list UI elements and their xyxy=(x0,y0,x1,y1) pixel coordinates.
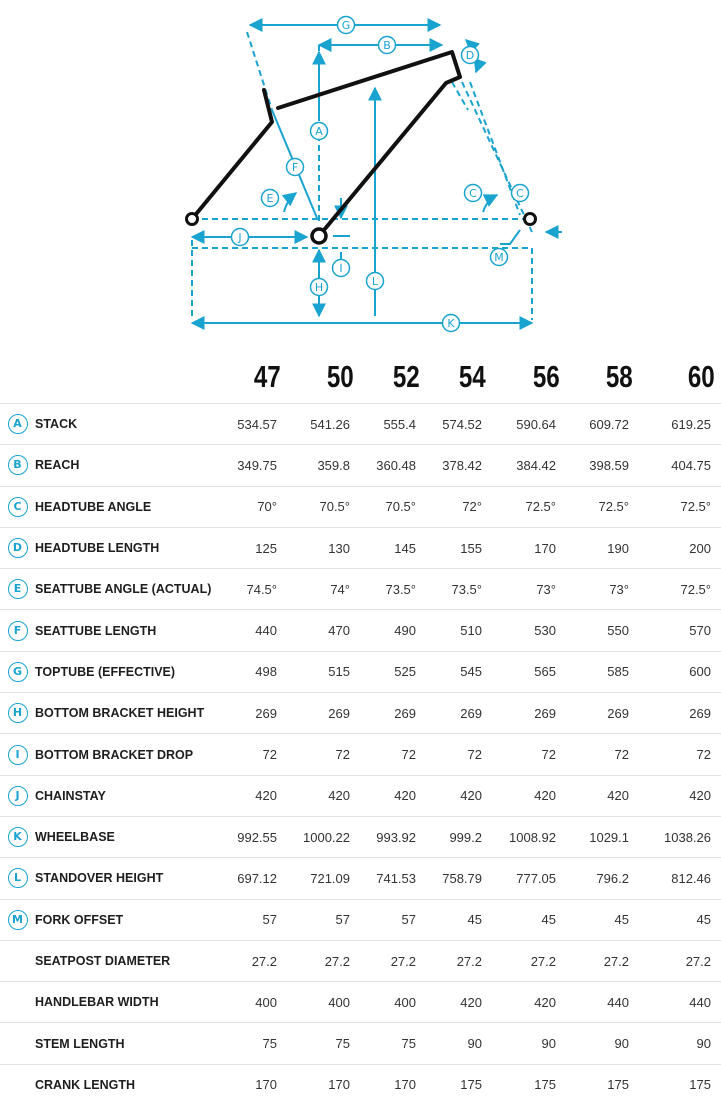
measurement-value: 90 xyxy=(426,1023,492,1064)
measurement-value: 190 xyxy=(566,527,639,568)
measurement-value: 73.5° xyxy=(426,569,492,610)
measurement-value: 1029.1 xyxy=(566,816,639,857)
dimension-letter-badge: D xyxy=(8,538,28,558)
measurement-value: 269 xyxy=(287,693,360,734)
diagram-letter: L xyxy=(371,275,379,288)
measurement-value: 400 xyxy=(360,982,426,1023)
measurement-value: 70.5° xyxy=(287,486,360,527)
measurement-value: 57 xyxy=(287,899,360,940)
table-row xyxy=(0,734,721,775)
measurement-value: 125 xyxy=(230,527,287,568)
measurement-value: 398.59 xyxy=(566,445,639,486)
measurement-value: 555.4 xyxy=(360,404,426,445)
measurement-value: 72° xyxy=(426,486,492,527)
measurement-value: 27.2 xyxy=(639,940,721,981)
measurement-value: 75 xyxy=(287,1023,360,1064)
leader-m xyxy=(500,230,520,244)
measurement-value: 70.5° xyxy=(360,486,426,527)
angle-c xyxy=(483,195,497,212)
table-row xyxy=(0,858,721,899)
measurement-value: 440 xyxy=(566,982,639,1023)
measurement-value: 992.55 xyxy=(230,816,287,857)
measurement-value: 72 xyxy=(566,734,639,775)
measurement-value: 170 xyxy=(492,527,566,568)
measurement-value: 72 xyxy=(492,734,566,775)
measurement-value: 73° xyxy=(566,569,639,610)
diagram-letter: I xyxy=(339,262,343,275)
table-row xyxy=(0,899,721,940)
measurement-value: 72.5° xyxy=(492,486,566,527)
measurement-value: 27.2 xyxy=(287,940,360,981)
measurement-value: 812.46 xyxy=(639,858,721,899)
measurement-value: 420 xyxy=(426,775,492,816)
measurement-value: 130 xyxy=(287,527,360,568)
measurement-label: CRANK LENGTH xyxy=(35,1064,230,1105)
measurement-value: 758.79 xyxy=(426,858,492,899)
measurement-value: 269 xyxy=(566,693,639,734)
table-row xyxy=(0,940,721,981)
dimension-letter-badge: B xyxy=(8,455,28,475)
measurement-value: 585 xyxy=(566,651,639,692)
table-row xyxy=(0,569,721,610)
measurement-value: 534.57 xyxy=(230,404,287,445)
measurement-label: SEATTUBE ANGLE (ACTUAL) xyxy=(35,569,230,610)
measurement-value: 90 xyxy=(492,1023,566,1064)
measurement-label: BOTTOM BRACKET HEIGHT xyxy=(35,693,230,734)
measurement-value: 545 xyxy=(426,651,492,692)
diagram-letters xyxy=(232,17,529,332)
measurement-value: 75 xyxy=(360,1023,426,1064)
table-row xyxy=(0,404,721,445)
measurement-value: 400 xyxy=(230,982,287,1023)
dimension-letter-badge: M xyxy=(8,910,28,930)
measurement-value: 200 xyxy=(639,527,721,568)
measurement-value: 27.2 xyxy=(492,940,566,981)
measurement-value: 498 xyxy=(230,651,287,692)
rear-axle xyxy=(187,214,198,225)
measurement-value: 175 xyxy=(426,1064,492,1105)
diagram-letter: C xyxy=(469,187,477,200)
diagram-letter: D xyxy=(465,49,475,62)
measurement-value: 349.75 xyxy=(230,445,287,486)
measurement-label: HANDLEBAR WIDTH xyxy=(35,982,230,1023)
measurement-label: HEADTUBE ANGLE xyxy=(35,486,230,527)
measurement-value: 550 xyxy=(566,610,639,651)
measurement-value: 420 xyxy=(426,982,492,1023)
measurement-value: 72.5° xyxy=(566,486,639,527)
measurement-value: 1038.26 xyxy=(639,816,721,857)
dimension-letter-badge: L xyxy=(8,868,28,888)
measurement-value: 175 xyxy=(566,1064,639,1105)
bike-frame xyxy=(192,52,460,236)
measurement-label: STACK xyxy=(35,404,230,445)
measurement-label: HEADTUBE LENGTH xyxy=(35,527,230,568)
measurement-label: REACH xyxy=(35,445,230,486)
table-row xyxy=(0,1064,721,1105)
measurement-value: 74.5° xyxy=(230,569,287,610)
measurement-value: 155 xyxy=(426,527,492,568)
dimension-letter-badge: H xyxy=(8,703,28,723)
measurement-value: 440 xyxy=(639,982,721,1023)
measurement-value: 175 xyxy=(639,1064,721,1105)
measurement-value: 470 xyxy=(287,610,360,651)
measurement-value: 57 xyxy=(230,899,287,940)
measurement-value: 90 xyxy=(566,1023,639,1064)
measurement-value: 170 xyxy=(230,1064,287,1105)
measurement-value: 1008.92 xyxy=(492,816,566,857)
table-row xyxy=(0,527,721,568)
measurement-value: 90 xyxy=(639,1023,721,1064)
measurement-value: 45 xyxy=(566,899,639,940)
measurement-value: 741.53 xyxy=(360,858,426,899)
dimension-letter-badge: A xyxy=(8,414,28,434)
measurement-value: 404.75 xyxy=(639,445,721,486)
measurement-value: 570 xyxy=(639,610,721,651)
measurement-value: 530 xyxy=(492,610,566,651)
measurement-value: 420 xyxy=(639,775,721,816)
measurement-value: 378.42 xyxy=(426,445,492,486)
dimension-letter-badge: I xyxy=(8,745,28,765)
diagram-letter: G xyxy=(341,19,351,32)
size-header: 56 xyxy=(532,358,560,394)
measurement-value: 777.05 xyxy=(492,858,566,899)
measurement-value: 400 xyxy=(287,982,360,1023)
diagram-letter: M xyxy=(494,251,504,264)
measurement-value: 73.5° xyxy=(360,569,426,610)
measurement-label: SEATTUBE LENGTH xyxy=(35,610,230,651)
size-header-row xyxy=(0,350,721,404)
measurement-value: 27.2 xyxy=(566,940,639,981)
diagram-letter: A xyxy=(315,125,323,138)
size-header: 52 xyxy=(392,358,420,394)
size-header: 54 xyxy=(458,358,486,394)
measurement-value: 27.2 xyxy=(360,940,426,981)
measurement-value: 420 xyxy=(492,982,566,1023)
measurement-value: 175 xyxy=(492,1064,566,1105)
table-row xyxy=(0,486,721,527)
table-row xyxy=(0,816,721,857)
table-row xyxy=(0,1023,721,1064)
measurement-label: TOPTUBE (EFFECTIVE) xyxy=(35,651,230,692)
diagram-letter: E xyxy=(266,192,274,205)
measurement-value: 269 xyxy=(639,693,721,734)
measurement-value: 74° xyxy=(287,569,360,610)
measurement-value: 27.2 xyxy=(230,940,287,981)
geometry-table xyxy=(0,350,721,1105)
measurement-value: 360.48 xyxy=(360,445,426,486)
measurement-value: 525 xyxy=(360,651,426,692)
size-header: 47 xyxy=(253,358,281,394)
diagram-letter: F xyxy=(291,161,299,174)
size-header: 60 xyxy=(687,358,715,394)
measurement-value: 420 xyxy=(230,775,287,816)
measurement-value: 440 xyxy=(230,610,287,651)
table-row xyxy=(0,693,721,734)
measurement-value: 541.26 xyxy=(287,404,360,445)
table-row xyxy=(0,982,721,1023)
measurement-value: 590.64 xyxy=(492,404,566,445)
table-row xyxy=(0,775,721,816)
measurement-value: 72 xyxy=(639,734,721,775)
diagram-letter: K xyxy=(447,317,455,330)
measurement-value: 565 xyxy=(492,651,566,692)
measurement-value: 269 xyxy=(426,693,492,734)
measurement-value: 619.25 xyxy=(639,404,721,445)
table-row xyxy=(0,445,721,486)
size-header: 50 xyxy=(326,358,354,394)
measurement-value: 697.12 xyxy=(230,858,287,899)
measurement-value: 72 xyxy=(360,734,426,775)
measurement-value: 574.52 xyxy=(426,404,492,445)
measurement-value: 170 xyxy=(287,1064,360,1105)
diagram-letter: C xyxy=(516,187,524,200)
dimension-letter-badge: G xyxy=(8,662,28,682)
measurement-value: 269 xyxy=(360,693,426,734)
measurement-label: WHEELBASE xyxy=(35,816,230,857)
measurement-value: 72 xyxy=(287,734,360,775)
measurement-value: 420 xyxy=(360,775,426,816)
size-header: 58 xyxy=(605,358,633,394)
bottom-bracket xyxy=(312,229,326,243)
dimension-letter-badge: J xyxy=(8,786,28,806)
measurement-value: 70° xyxy=(230,486,287,527)
measurement-value: 420 xyxy=(566,775,639,816)
measurement-value: 420 xyxy=(287,775,360,816)
measurement-label: STANDOVER HEIGHT xyxy=(35,858,230,899)
dimension-letter-badge: K xyxy=(8,827,28,847)
measurement-value: 73° xyxy=(492,569,566,610)
diagram-letter: H xyxy=(314,281,324,294)
measurement-label: STEM LENGTH xyxy=(35,1023,230,1064)
measurement-label: SEATPOST DIAMETER xyxy=(35,940,230,981)
dimension-letter-badge: C xyxy=(8,497,28,517)
measurement-value: 490 xyxy=(360,610,426,651)
dimension-letter-badge: E xyxy=(8,579,28,599)
measurement-value: 75 xyxy=(230,1023,287,1064)
measurement-value: 359.8 xyxy=(287,445,360,486)
measurement-value: 72 xyxy=(426,734,492,775)
reference-lines xyxy=(192,32,535,320)
measurement-value: 72 xyxy=(230,734,287,775)
measurement-value: 27.2 xyxy=(426,940,492,981)
measurement-label: FORK OFFSET xyxy=(35,899,230,940)
measurement-value: 609.72 xyxy=(566,404,639,445)
measurement-value: 999.2 xyxy=(426,816,492,857)
measurement-value: 420 xyxy=(492,775,566,816)
measurement-value: 269 xyxy=(230,693,287,734)
measurement-label: CHAINSTAY xyxy=(35,775,230,816)
frame-geometry-diagram xyxy=(0,0,721,350)
diagram-letter: B xyxy=(383,39,391,52)
measurement-value: 796.2 xyxy=(566,858,639,899)
angle-e xyxy=(284,193,296,212)
measurement-value: 145 xyxy=(360,527,426,568)
measurement-value: 45 xyxy=(492,899,566,940)
table-row xyxy=(0,610,721,651)
measurement-value: 600 xyxy=(639,651,721,692)
measurement-value: 45 xyxy=(639,899,721,940)
measurement-value: 72.5° xyxy=(639,569,721,610)
measurement-value: 45 xyxy=(426,899,492,940)
table-row xyxy=(0,651,721,692)
measurement-value: 515 xyxy=(287,651,360,692)
measurement-value: 721.09 xyxy=(287,858,360,899)
diagram-letter: J xyxy=(238,231,242,244)
measurement-value: 57 xyxy=(360,899,426,940)
front-axle xyxy=(525,214,536,225)
measurement-value: 384.42 xyxy=(492,445,566,486)
measurement-label: BOTTOM BRACKET DROP xyxy=(35,734,230,775)
measurement-value: 170 xyxy=(360,1064,426,1105)
measurement-value: 993.92 xyxy=(360,816,426,857)
measurement-value: 269 xyxy=(492,693,566,734)
dimension-letter-badge: F xyxy=(8,621,28,641)
measurement-value: 510 xyxy=(426,610,492,651)
measurement-value: 72.5° xyxy=(639,486,721,527)
measurement-value: 1000.22 xyxy=(287,816,360,857)
